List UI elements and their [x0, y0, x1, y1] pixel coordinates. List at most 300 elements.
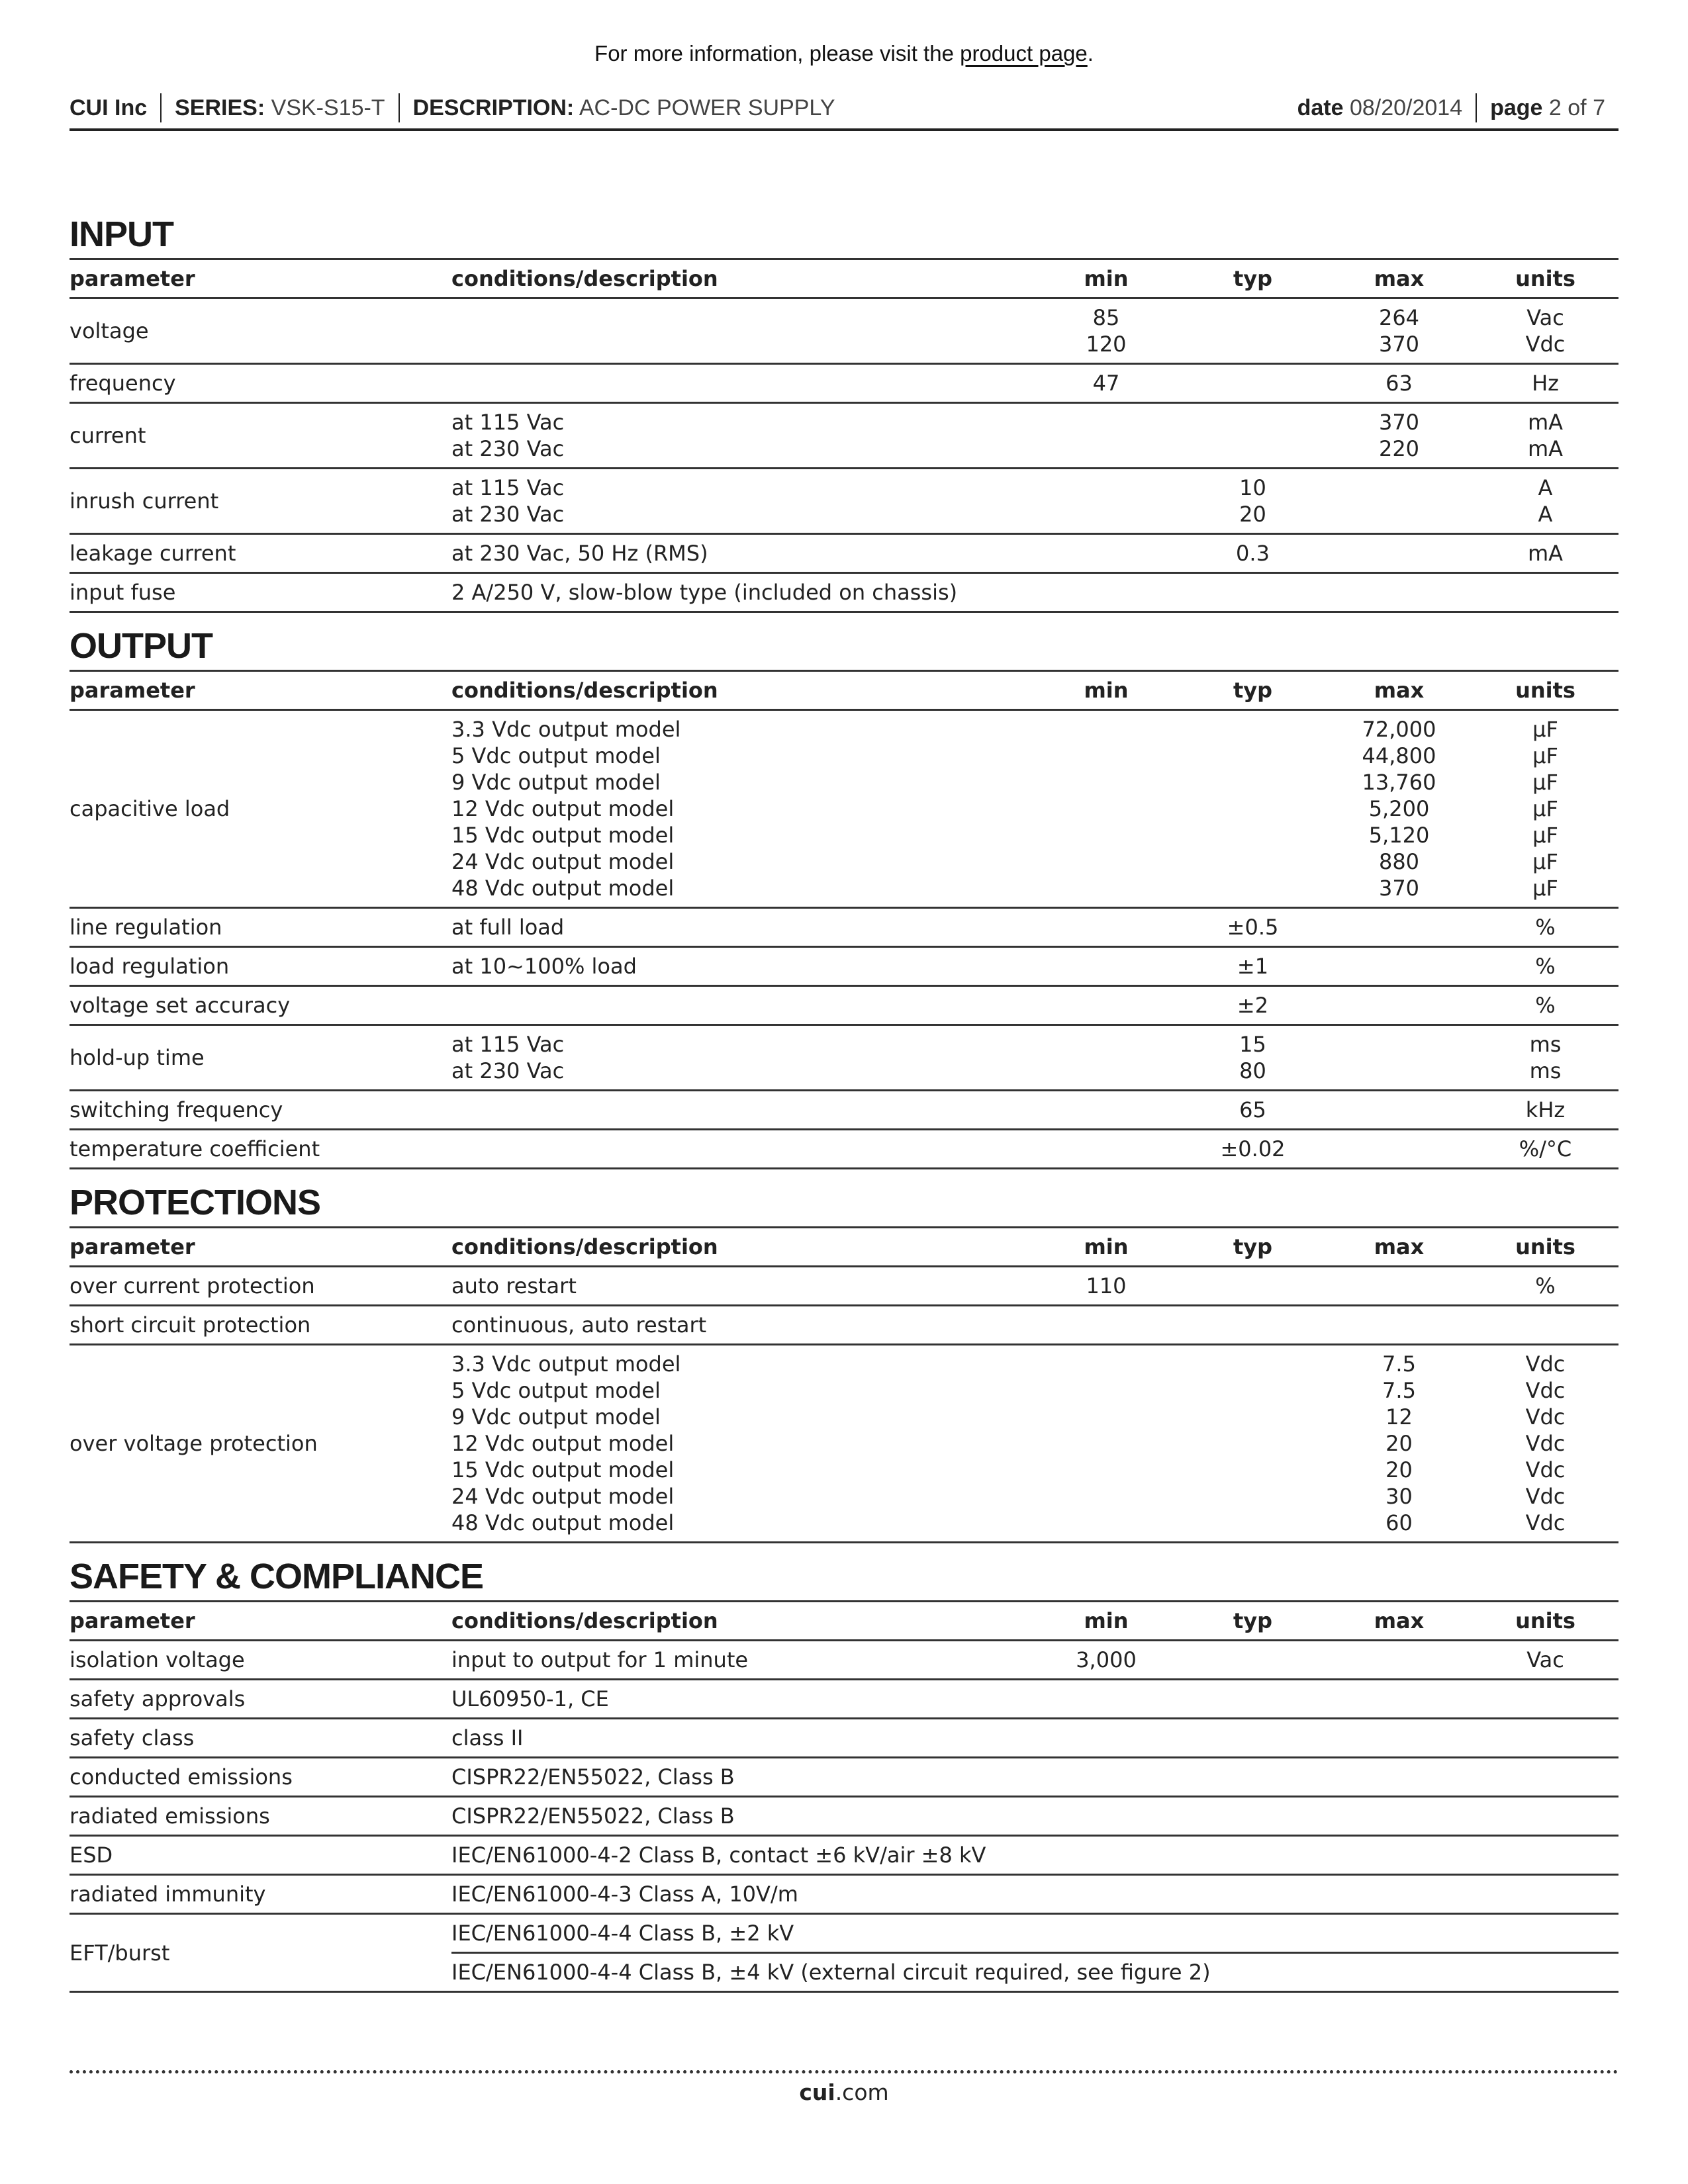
max-cell	[1326, 1875, 1472, 1914]
min-cell	[1033, 1680, 1180, 1719]
parameter-cell: hold-up time	[70, 1025, 451, 1091]
max-value: 5,200	[1368, 796, 1430, 821]
cond-value: 48 Vdc output model	[451, 876, 675, 901]
units-value: A	[1538, 475, 1553, 500]
page-label: page	[1490, 95, 1543, 120]
page-value: 2 of 7	[1548, 95, 1605, 120]
cond-value: 24 Vdc output model	[451, 1484, 675, 1509]
cond-value: at 230 Vac, 50 Hz (RMS)	[451, 541, 708, 566]
product-page-link[interactable]: product page	[960, 41, 1088, 66]
parameter-cell: safety approvals	[70, 1680, 451, 1719]
units-value: mA	[1527, 541, 1564, 566]
units-cell	[1472, 1758, 1618, 1797]
units-value: %	[1535, 1273, 1556, 1298]
cond-cell	[451, 469, 1033, 534]
units-value: Vdc	[1525, 1351, 1566, 1377]
typ-cell	[1180, 469, 1326, 534]
series	[160, 93, 398, 122]
section-title: OUTPUT	[70, 626, 212, 666]
cond-cell	[451, 403, 1033, 469]
typ-value: 80	[1239, 1058, 1266, 1083]
units-value: Vdc	[1525, 332, 1566, 357]
units-value: kHz	[1525, 1097, 1566, 1122]
column-header-conditions-description: conditions/description	[451, 671, 1033, 710]
spec-table	[70, 670, 1618, 1169]
units-cell	[1472, 1875, 1618, 1914]
table-row	[70, 710, 1618, 908]
parameter-cell: temperature coefficient	[70, 1130, 451, 1169]
footer-website	[0, 2079, 1688, 2105]
typ-cell	[1180, 403, 1326, 469]
units-cell	[1472, 469, 1618, 534]
footer-brand: cui	[799, 2079, 835, 2105]
column-header-conditions-description: conditions/description	[451, 259, 1033, 298]
units-cell	[1472, 298, 1618, 364]
table-row	[70, 403, 1618, 469]
parameter-cell: input fuse	[70, 573, 451, 612]
units-value: Vdc	[1525, 1431, 1566, 1456]
table-row	[70, 1345, 1618, 1543]
cond-cell	[451, 947, 1033, 986]
units-value: Vdc	[1525, 1457, 1566, 1482]
max-cell	[1326, 1130, 1472, 1169]
cond-cell	[451, 298, 1033, 364]
cond-cell	[451, 1091, 1033, 1130]
typ-cell	[1180, 1345, 1326, 1543]
table-header-row	[70, 1228, 1618, 1267]
units-cell	[1472, 1267, 1618, 1306]
typ-cell	[1180, 1641, 1326, 1680]
cond-cell	[451, 1306, 1033, 1345]
parameter-cell: voltage	[70, 298, 451, 364]
cond-value: 9 Vdc output model	[451, 770, 661, 795]
column-header-parameter: parameter	[70, 1602, 451, 1641]
max-value: 63	[1385, 371, 1413, 396]
units-value: ms	[1529, 1032, 1562, 1057]
company-label: CUI Inc	[70, 95, 148, 120]
cond-cell	[451, 534, 1033, 573]
section-protections	[70, 1179, 1618, 1543]
table-row	[70, 1641, 1618, 1680]
cond-cell	[451, 1680, 1033, 1719]
table-header-row	[70, 1602, 1618, 1641]
max-cell	[1326, 908, 1472, 947]
column-header-typ: typ	[1180, 259, 1326, 298]
parameter-cell: voltage set accuracy	[70, 986, 451, 1025]
cond-cell	[451, 986, 1033, 1025]
typ-value: ±0.02	[1220, 1136, 1286, 1161]
min-cell	[1033, 986, 1180, 1025]
typ-cell	[1180, 1680, 1326, 1719]
series-label: SERIES:	[175, 95, 265, 120]
table-row	[70, 1758, 1618, 1797]
date-value: 08/20/2014	[1349, 95, 1463, 120]
cond-cell	[451, 1641, 1033, 1680]
column-header-parameter: parameter	[70, 259, 451, 298]
units-cell	[1472, 573, 1618, 612]
min-cell	[1033, 1875, 1180, 1914]
cond-value: CISPR22/EN55022, Class B	[451, 1764, 735, 1790]
max-value: 370	[1378, 876, 1420, 901]
table-header-row	[70, 259, 1618, 298]
max-value: 13,760	[1362, 770, 1436, 795]
units-value: %/°C	[1519, 1136, 1572, 1161]
table-row	[70, 986, 1618, 1025]
spec-table	[70, 1226, 1618, 1543]
max-value: 370	[1378, 410, 1420, 435]
units-value: mA	[1527, 410, 1564, 435]
typ-cell	[1180, 986, 1326, 1025]
min-cell	[1033, 908, 1180, 947]
min-cell	[1033, 403, 1180, 469]
typ-value: 0.3	[1236, 541, 1270, 566]
footer-domain: .com	[835, 2079, 889, 2105]
parameter-cell: current	[70, 403, 451, 469]
parameter-cell: radiated emissions	[70, 1797, 451, 1836]
max-cell	[1326, 710, 1472, 908]
cond-value: 2 A/250 V, slow-blow type (included on chassis)	[451, 580, 958, 605]
description-label: DESCRIPTION:	[412, 95, 575, 120]
cond-value: 15 Vdc output model	[451, 823, 675, 848]
typ-cell	[1180, 364, 1326, 403]
parameter-cell: line regulation	[70, 908, 451, 947]
min-cell	[1033, 947, 1180, 986]
min-cell	[1033, 1130, 1180, 1169]
table-row	[70, 1680, 1618, 1719]
cond-cell	[451, 364, 1033, 403]
typ-cell	[1180, 1719, 1326, 1758]
min-value: 3,000	[1076, 1647, 1137, 1672]
parameter-cell: EFT/burst	[70, 1914, 451, 1992]
max-value: 880	[1378, 849, 1420, 874]
date-label: date	[1297, 95, 1344, 120]
typ-cell	[1180, 1875, 1326, 1914]
min-cell	[1033, 534, 1180, 573]
column-header-max: max	[1326, 1228, 1472, 1267]
parameter-cell: inrush current	[70, 469, 451, 534]
typ-cell	[1180, 1267, 1326, 1306]
units-cell	[1472, 1306, 1618, 1345]
max-value: 72,000	[1362, 717, 1436, 742]
max-cell	[1326, 534, 1472, 573]
column-header-units: units	[1472, 1602, 1618, 1641]
max-cell	[1326, 364, 1472, 403]
cond-value: at 115 Vac	[451, 410, 565, 435]
cond-value: 3.3 Vdc output model	[451, 1351, 681, 1377]
cond-value: 15 Vdc output model	[451, 1457, 675, 1482]
units-value: Vac	[1526, 305, 1564, 330]
units-value: Vdc	[1525, 1378, 1566, 1403]
parameter-cell: leakage current	[70, 534, 451, 573]
max-cell	[1326, 1758, 1472, 1797]
table-row	[70, 1091, 1618, 1130]
typ-value: 15	[1239, 1032, 1266, 1057]
cond-cell	[451, 573, 1033, 612]
cond-value: 12 Vdc output model	[451, 796, 675, 821]
units-value: ms	[1529, 1058, 1562, 1083]
cond-value: 48 Vdc output model	[451, 1510, 675, 1535]
column-header-min: min	[1033, 1228, 1180, 1267]
cond-cell	[451, 1267, 1033, 1306]
max-cell	[1326, 986, 1472, 1025]
min-cell	[1033, 1641, 1180, 1680]
column-header-min: min	[1033, 1602, 1180, 1641]
cond-cell	[451, 1719, 1033, 1758]
typ-cell	[1180, 1836, 1326, 1875]
max-cell	[1326, 1836, 1472, 1875]
cond-cell	[451, 1836, 1033, 1875]
units-value: µF	[1532, 796, 1558, 821]
column-header-typ: typ	[1180, 1602, 1326, 1641]
cond-value: 5 Vdc output model	[451, 743, 661, 768]
typ-cell	[1180, 1306, 1326, 1345]
cond-value: 5 Vdc output model	[451, 1378, 661, 1403]
min-value: 110	[1086, 1273, 1127, 1298]
parameter-cell: safety class	[70, 1719, 451, 1758]
parameter-cell: short circuit protection	[70, 1306, 451, 1345]
column-header-conditions-description: conditions/description	[451, 1602, 1033, 1641]
cond-cell	[451, 1758, 1033, 1797]
units-value: Vdc	[1525, 1404, 1566, 1430]
cond-value: 9 Vdc output model	[451, 1404, 661, 1430]
company-name	[70, 93, 160, 122]
typ-cell	[1180, 1797, 1326, 1836]
info-note	[0, 41, 1688, 66]
max-cell	[1326, 469, 1472, 534]
max-cell	[1326, 1641, 1472, 1680]
units-value: µF	[1532, 770, 1558, 795]
typ-cell	[1180, 534, 1326, 573]
typ-value: ±2	[1237, 993, 1269, 1018]
date	[1284, 93, 1476, 122]
cond-value: CISPR22/EN55022, Class B	[451, 1803, 735, 1829]
cond-value: IEC/EN61000-4-2 Class B, contact ±6 kV/air ±8 kV	[451, 1843, 986, 1868]
typ-cell	[1180, 1130, 1326, 1169]
table-row	[70, 908, 1618, 947]
cond-cell	[451, 1025, 1033, 1091]
description	[399, 93, 849, 122]
series-value: VSK-S15-T	[271, 95, 385, 120]
section-safety-compliance	[70, 1553, 1618, 1993]
max-value: 44,800	[1362, 743, 1436, 768]
typ-cell	[1180, 1091, 1326, 1130]
max-cell	[1326, 403, 1472, 469]
table-row	[70, 1130, 1618, 1169]
max-value: 7.5	[1382, 1378, 1416, 1403]
units-cell	[1472, 1680, 1618, 1719]
column-header-max: max	[1326, 259, 1472, 298]
footer-divider	[70, 2070, 1618, 2073]
max-cell	[1326, 1680, 1472, 1719]
max-value: 20	[1385, 1431, 1413, 1456]
units-value: µF	[1532, 823, 1558, 848]
document-header	[70, 87, 1618, 131]
max-cell	[1326, 1719, 1472, 1758]
cond-value: at 115 Vac	[451, 475, 565, 500]
typ-value: 65	[1239, 1097, 1266, 1122]
cond-cell	[451, 908, 1033, 947]
min-cell	[1033, 1267, 1180, 1306]
table-row	[70, 534, 1618, 573]
section-title: SAFETY & COMPLIANCE	[70, 1557, 484, 1596]
min-cell	[1033, 298, 1180, 364]
typ-value: ±1	[1237, 954, 1269, 979]
column-header-units: units	[1472, 259, 1618, 298]
parameter-cell: capacitive load	[70, 710, 451, 908]
condition-cell: IEC/EN61000-4-4 Class B, ±4 kV (external circuit required, see figure 2)	[451, 1953, 1618, 1992]
column-header-typ: typ	[1180, 671, 1326, 710]
typ-cell	[1180, 298, 1326, 364]
cond-value: 24 Vdc output model	[451, 849, 675, 874]
cond-cell	[451, 1875, 1033, 1914]
section-title: INPUT	[70, 214, 173, 254]
cond-value: IEC/EN61000-4-3 Class A, 10V/m	[451, 1882, 798, 1907]
max-value: 5,120	[1368, 823, 1430, 848]
min-cell	[1033, 1719, 1180, 1758]
table-row	[70, 469, 1618, 534]
max-cell	[1326, 1797, 1472, 1836]
cond-cell	[451, 1797, 1033, 1836]
units-cell	[1472, 534, 1618, 573]
cond-value: 3.3 Vdc output model	[451, 717, 681, 742]
spec-table	[70, 258, 1618, 613]
units-cell	[1472, 1797, 1618, 1836]
max-value: 264	[1378, 305, 1420, 330]
units-value: Vdc	[1525, 1510, 1566, 1535]
table-row	[70, 1836, 1618, 1875]
column-header-units: units	[1472, 1228, 1618, 1267]
max-value: 220	[1378, 436, 1420, 461]
description-value: AC-DC POWER SUPPLY	[579, 95, 835, 120]
units-value: Vac	[1526, 1647, 1564, 1672]
min-cell	[1033, 1836, 1180, 1875]
column-header-parameter: parameter	[70, 671, 451, 710]
max-value: 12	[1385, 1404, 1413, 1430]
min-cell	[1033, 364, 1180, 403]
units-cell	[1472, 1836, 1618, 1875]
units-cell	[1472, 947, 1618, 986]
max-cell	[1326, 1267, 1472, 1306]
max-value: 20	[1385, 1457, 1413, 1482]
min-cell	[1033, 573, 1180, 612]
units-cell	[1472, 364, 1618, 403]
max-cell	[1326, 298, 1472, 364]
min-cell	[1033, 710, 1180, 908]
table-row	[70, 1025, 1618, 1091]
typ-cell	[1180, 908, 1326, 947]
units-cell	[1472, 986, 1618, 1025]
min-value: 120	[1086, 332, 1127, 357]
typ-cell	[1180, 1758, 1326, 1797]
table-row	[70, 1797, 1618, 1836]
cond-value: at full load	[451, 915, 565, 940]
min-cell	[1033, 1025, 1180, 1091]
min-value: 47	[1092, 371, 1120, 396]
parameter-cell: conducted emissions	[70, 1758, 451, 1797]
max-cell	[1326, 1306, 1472, 1345]
column-header-min: min	[1033, 259, 1180, 298]
units-cell	[1472, 1641, 1618, 1680]
table-row	[70, 364, 1618, 403]
parameter-cell: ESD	[70, 1836, 451, 1875]
typ-cell	[1180, 573, 1326, 612]
units-value: %	[1535, 954, 1556, 979]
cond-value: continuous, auto restart	[451, 1312, 707, 1338]
info-note-text: For more information, please visit the	[594, 41, 961, 66]
table-row	[70, 1267, 1618, 1306]
parameter-cell: frequency	[70, 364, 451, 403]
max-cell	[1326, 1025, 1472, 1091]
min-cell	[1033, 1306, 1180, 1345]
cond-cell	[451, 710, 1033, 908]
units-value: %	[1535, 993, 1556, 1018]
parameter-cell: radiated immunity	[70, 1875, 451, 1914]
units-value: µF	[1532, 717, 1558, 742]
min-cell	[1033, 469, 1180, 534]
parameter-cell: switching frequency	[70, 1091, 451, 1130]
cond-value: at 115 Vac	[451, 1032, 565, 1057]
cond-value: at 230 Vac	[451, 502, 565, 527]
max-cell	[1326, 1091, 1472, 1130]
cond-value: class II	[451, 1725, 524, 1751]
units-value: µF	[1532, 876, 1558, 901]
min-cell	[1033, 1797, 1180, 1836]
column-header-parameter: parameter	[70, 1228, 451, 1267]
table-row	[70, 947, 1618, 986]
min-cell	[1033, 1091, 1180, 1130]
parameter-cell: isolation voltage	[70, 1641, 451, 1680]
units-value: A	[1538, 502, 1553, 527]
units-value: %	[1535, 915, 1556, 940]
parameter-cell: over voltage protection	[70, 1345, 451, 1543]
units-cell	[1472, 1025, 1618, 1091]
page-number	[1476, 93, 1618, 122]
cond-cell	[451, 1345, 1033, 1543]
min-cell	[1033, 1345, 1180, 1543]
typ-cell	[1180, 1025, 1326, 1091]
column-header-max: max	[1326, 1602, 1472, 1641]
column-header-units: units	[1472, 671, 1618, 710]
typ-value: 10	[1239, 475, 1266, 500]
units-cell	[1472, 908, 1618, 947]
units-value: mA	[1527, 436, 1564, 461]
max-value: 30	[1385, 1484, 1413, 1509]
units-cell	[1472, 710, 1618, 908]
column-header-typ: typ	[1180, 1228, 1326, 1267]
table-header-row	[70, 671, 1618, 710]
table-row	[70, 298, 1618, 364]
units-cell	[1472, 403, 1618, 469]
spec-table	[70, 1600, 1618, 1993]
min-cell	[1033, 1758, 1180, 1797]
typ-cell	[1180, 947, 1326, 986]
cond-cell	[451, 1130, 1033, 1169]
typ-value: ±0.5	[1227, 915, 1279, 940]
cond-value: at 230 Vac	[451, 1058, 565, 1083]
column-header-max: max	[1326, 671, 1472, 710]
parameter-cell: over current protection	[70, 1267, 451, 1306]
table-row	[70, 1914, 1618, 1953]
typ-value: 20	[1239, 502, 1266, 527]
cond-value: at 10~100% load	[451, 954, 637, 979]
cond-value: 12 Vdc output model	[451, 1431, 675, 1456]
max-cell	[1326, 1345, 1472, 1543]
table-row	[70, 1306, 1618, 1345]
table-row	[70, 1719, 1618, 1758]
max-cell	[1326, 947, 1472, 986]
cond-value: UL60950-1, CE	[451, 1686, 609, 1711]
units-cell	[1472, 1091, 1618, 1130]
